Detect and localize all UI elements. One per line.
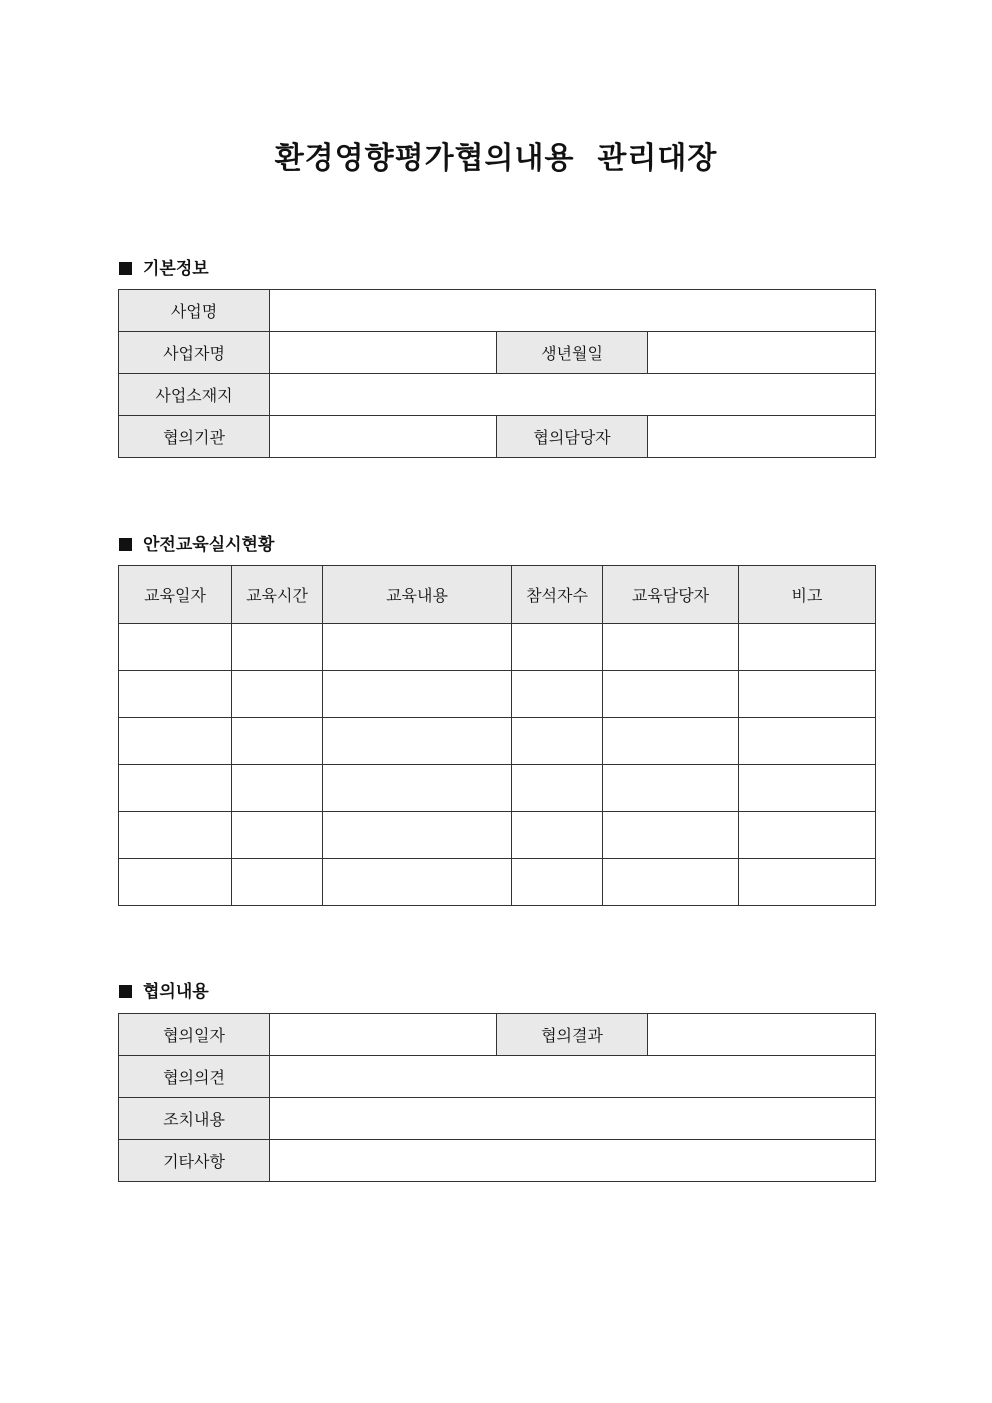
other-label: 기타사항 [119,1140,270,1182]
table-row [119,290,876,332]
consult-opinion-label: 협의의견 [119,1056,270,1098]
edu-time-cell[interactable] [232,718,323,765]
table-row [119,1056,876,1098]
remarks-cell[interactable] [739,812,876,859]
edu-time-cell[interactable] [232,859,323,906]
attendees-cell[interactable] [512,765,603,812]
safety-education-table [118,565,876,906]
edu-time-cell[interactable] [232,624,323,671]
business-name-field[interactable] [270,290,876,332]
square-bullet-icon [119,262,132,275]
table-row [119,671,876,718]
edu-date-cell[interactable] [119,765,232,812]
table-row [119,624,876,671]
remarks-cell[interactable] [739,859,876,906]
edu-content-cell[interactable] [323,765,512,812]
table-row [119,812,876,859]
section-heading-consultation [119,977,209,1002]
other-field[interactable] [270,1140,876,1182]
section-heading-label: 안전교육실시현황 [143,535,275,555]
basic-info-table [118,289,876,458]
remarks-cell[interactable] [739,671,876,718]
edu-date-cell[interactable] [119,671,232,718]
consult-opinion-field[interactable] [270,1056,876,1098]
edu-content-cell[interactable] [323,718,512,765]
remarks-cell[interactable] [739,718,876,765]
edu-content-cell[interactable] [323,671,512,718]
birth-date-label: 생년월일 [497,332,648,374]
edu-manager-cell[interactable] [603,671,739,718]
column-header-edu-date: 교육일자 [119,566,232,624]
column-header-attendees: 참석자수 [512,566,603,624]
edu-manager-cell[interactable] [603,624,739,671]
table-header-row [119,566,876,624]
attendees-cell[interactable] [512,718,603,765]
section-heading-safety-education [119,530,274,555]
table-row [119,374,876,416]
business-owner-field[interactable] [270,332,497,374]
column-header-edu-manager: 교육담당자 [603,566,739,624]
edu-date-cell[interactable] [119,812,232,859]
edu-time-cell[interactable] [232,812,323,859]
table-row [119,765,876,812]
page-title: 환경영향평가협의내용 관리대장 [274,141,718,176]
attendees-cell[interactable] [512,671,603,718]
table-row [119,1098,876,1140]
edu-manager-cell[interactable] [603,859,739,906]
consult-agency-label: 협의기관 [119,416,270,458]
remarks-cell[interactable] [739,624,876,671]
edu-content-cell[interactable] [323,624,512,671]
edu-manager-cell[interactable] [603,812,739,859]
table-row [119,718,876,765]
table-row [119,859,876,906]
consult-agency-field[interactable] [270,416,497,458]
consult-result-field[interactable] [648,1014,876,1056]
remarks-cell[interactable] [739,765,876,812]
edu-manager-cell[interactable] [603,718,739,765]
edu-manager-cell[interactable] [603,765,739,812]
consult-date-label: 협의일자 [119,1014,270,1056]
table-row [119,1014,876,1056]
column-header-edu-time: 교육시간 [232,566,323,624]
edu-date-cell[interactable] [119,718,232,765]
square-bullet-icon [119,538,132,551]
consult-manager-label: 협의담당자 [497,416,648,458]
action-label: 조치내용 [119,1098,270,1140]
consult-date-field[interactable] [270,1014,497,1056]
column-header-edu-content: 교육내용 [323,566,512,624]
attendees-cell[interactable] [512,812,603,859]
business-name-label: 사업명 [119,290,270,332]
attendees-cell[interactable] [512,624,603,671]
edu-date-cell[interactable] [119,624,232,671]
table-row [119,1140,876,1182]
business-location-field[interactable] [270,374,876,416]
consult-manager-field[interactable] [648,416,876,458]
section-heading-label: 협의내용 [143,982,209,1002]
edu-content-cell[interactable] [323,812,512,859]
edu-content-cell[interactable] [323,859,512,906]
business-location-label: 사업소재지 [119,374,270,416]
attendees-cell[interactable] [512,859,603,906]
action-field[interactable] [270,1098,876,1140]
business-owner-label: 사업자명 [119,332,270,374]
edu-time-cell[interactable] [232,671,323,718]
edu-time-cell[interactable] [232,765,323,812]
birth-date-field[interactable] [648,332,876,374]
square-bullet-icon [119,985,132,998]
edu-date-cell[interactable] [119,859,232,906]
table-row [119,332,876,374]
section-heading-label: 기본정보 [143,259,209,279]
column-header-remarks: 비고 [739,566,876,624]
consultation-table [118,1013,876,1182]
consult-result-label: 협의결과 [497,1014,648,1056]
section-heading-basic-info [119,254,209,279]
table-row [119,416,876,458]
